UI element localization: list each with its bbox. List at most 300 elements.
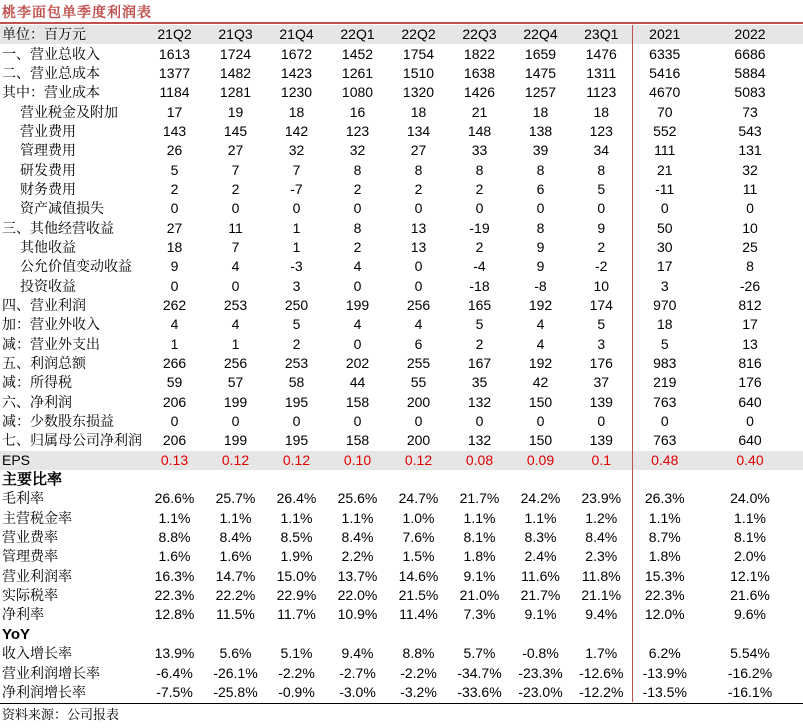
value-cell: 13 bbox=[742, 335, 758, 352]
value-cell: 1510 bbox=[402, 64, 435, 81]
value-cell: 11.6% bbox=[521, 567, 560, 584]
value-cell bbox=[388, 625, 449, 644]
value-cell: 1754 bbox=[402, 45, 435, 62]
value-cell: 174 bbox=[589, 296, 613, 313]
value-cell: 2 bbox=[414, 180, 423, 197]
value-cell bbox=[266, 625, 327, 644]
value-cell: 0.1 bbox=[571, 451, 632, 470]
row-label: 营业利润率 bbox=[2, 567, 72, 584]
row-label: 营业费用 bbox=[20, 122, 76, 139]
value-cell: 176 bbox=[738, 374, 762, 391]
value-cell: -12.6% bbox=[579, 664, 624, 681]
table-row bbox=[0, 489, 803, 508]
value-cell: 0 bbox=[746, 413, 754, 430]
value-cell: 22.3% bbox=[632, 586, 697, 605]
value-cell bbox=[697, 625, 803, 644]
value-cell: 27 bbox=[166, 219, 183, 236]
value-cell: 0 bbox=[632, 199, 697, 218]
value-cell: 70 bbox=[632, 102, 697, 121]
value-cell: -4 bbox=[473, 258, 486, 275]
value-cell: 12.8% bbox=[154, 606, 195, 623]
value-cell: 15.0% bbox=[276, 567, 317, 584]
value-cell: 1.1% bbox=[734, 509, 766, 526]
value-cell: 250 bbox=[284, 296, 309, 313]
value-cell: 0 bbox=[353, 335, 362, 352]
value-cell: 256 bbox=[406, 296, 431, 313]
value-cell: 4 bbox=[170, 316, 179, 333]
value-cell: 1.1% bbox=[341, 509, 374, 526]
value-cell: 32 bbox=[742, 161, 758, 178]
value-cell bbox=[632, 625, 697, 644]
value-cell: 5 bbox=[597, 180, 606, 197]
value-cell bbox=[449, 470, 510, 489]
value-cell: 0 bbox=[597, 200, 606, 217]
row-label: 公允价值变动收益 bbox=[20, 258, 132, 275]
value-cell: 139 bbox=[589, 393, 613, 410]
table-row bbox=[0, 141, 803, 160]
row-label: YoY bbox=[2, 625, 31, 643]
value-cell: 13.9% bbox=[154, 645, 195, 662]
value-cell: 14.6% bbox=[398, 567, 439, 584]
value-cell: 2.4% bbox=[524, 548, 557, 565]
value-cell: 111 bbox=[632, 141, 697, 160]
value-cell: 970 bbox=[632, 296, 697, 315]
value-cell: 1123 bbox=[586, 84, 617, 101]
value-cell: 1.9% bbox=[280, 548, 313, 565]
value-cell: 192 bbox=[528, 355, 553, 372]
value-cell: 13 bbox=[410, 219, 427, 236]
value-cell bbox=[205, 470, 266, 489]
value-cell: 0.08 bbox=[449, 451, 510, 470]
value-cell: 1822 bbox=[463, 45, 496, 62]
unit-label: 单位：百万元 bbox=[0, 25, 144, 44]
value-cell: 0 bbox=[353, 200, 362, 217]
value-cell: 73 bbox=[742, 103, 758, 120]
value-cell bbox=[632, 470, 697, 489]
value-cell: 4 bbox=[353, 316, 362, 333]
value-cell: 8 bbox=[353, 161, 362, 178]
value-cell: 195 bbox=[284, 393, 309, 410]
value-cell: 18 bbox=[166, 238, 183, 255]
value-cell: 1281 bbox=[219, 84, 252, 101]
table-title: 桃李面包单季度利润表 bbox=[2, 4, 152, 20]
value-cell: 21.1% bbox=[581, 587, 622, 604]
value-cell: 8.5% bbox=[280, 529, 313, 546]
row-label: 主要比率 bbox=[2, 471, 63, 489]
value-cell: 640 bbox=[738, 432, 762, 449]
value-cell: 200 bbox=[406, 393, 431, 410]
value-cell: 148 bbox=[467, 122, 492, 139]
value-cell: 0 bbox=[292, 200, 301, 217]
value-cell: 11 bbox=[228, 219, 243, 236]
value-cell: 0.48 bbox=[632, 451, 697, 470]
section-row bbox=[0, 625, 803, 644]
value-cell: 7.3% bbox=[463, 606, 496, 623]
value-cell: 1 bbox=[292, 219, 301, 236]
value-cell: 4 bbox=[536, 316, 545, 333]
value-cell: 21.6% bbox=[730, 587, 770, 604]
table-row bbox=[0, 296, 803, 315]
value-cell: -26.1% bbox=[213, 664, 258, 681]
value-cell: 9 bbox=[170, 258, 179, 275]
value-cell: -16.2% bbox=[727, 664, 773, 681]
table-row bbox=[0, 238, 803, 257]
column-header: 22Q3 bbox=[449, 25, 510, 44]
value-cell: 1638 bbox=[463, 64, 496, 81]
value-cell: 9.1% bbox=[463, 567, 496, 584]
value-cell: 0 bbox=[231, 200, 240, 217]
value-cell: 0 bbox=[475, 413, 484, 430]
value-cell: 816 bbox=[738, 355, 762, 372]
value-cell: 0.12 bbox=[388, 451, 449, 470]
value-cell: 18 bbox=[632, 315, 697, 334]
value-cell: 2 bbox=[292, 335, 301, 352]
value-cell bbox=[510, 625, 571, 644]
table-row bbox=[0, 354, 803, 373]
value-cell bbox=[327, 625, 388, 644]
value-cell: 0 bbox=[536, 413, 545, 430]
value-cell: 1.8% bbox=[632, 547, 697, 566]
value-cell: 35 bbox=[471, 374, 488, 391]
row-label: 二、营业总成本 bbox=[2, 64, 100, 81]
footer-divider bbox=[0, 703, 803, 704]
value-cell: 158 bbox=[345, 393, 370, 410]
value-cell: 4 bbox=[353, 258, 362, 275]
value-cell: 0 bbox=[414, 277, 423, 294]
value-cell: 26 bbox=[166, 142, 183, 159]
value-cell: 3 bbox=[632, 276, 697, 295]
value-cell: 58 bbox=[288, 374, 305, 391]
value-cell: 1.1% bbox=[158, 509, 191, 526]
table-row bbox=[0, 605, 803, 624]
value-cell: 1482 bbox=[219, 64, 252, 81]
column-header: 23Q1 bbox=[571, 25, 632, 44]
column-header: 22Q1 bbox=[327, 25, 388, 44]
value-cell: 1.1% bbox=[524, 509, 557, 526]
value-cell: 16.3% bbox=[154, 567, 195, 584]
value-cell: 25.7% bbox=[215, 490, 256, 507]
value-cell: 22.0% bbox=[337, 587, 378, 604]
value-cell: 2 bbox=[475, 180, 484, 197]
value-cell: 1.6% bbox=[158, 548, 191, 565]
value-cell: 0 bbox=[414, 258, 423, 275]
column-header: 21Q3 bbox=[205, 25, 266, 44]
value-cell bbox=[510, 470, 571, 489]
income-statement-table bbox=[0, 25, 803, 702]
value-cell: 134 bbox=[406, 122, 431, 139]
row-label: 一、营业总收入 bbox=[2, 45, 100, 62]
value-cell: 24.7% bbox=[398, 490, 439, 507]
value-cell: 1 bbox=[170, 335, 179, 352]
value-cell: 199 bbox=[223, 432, 248, 449]
column-header: 22Q4 bbox=[510, 25, 571, 44]
value-cell bbox=[388, 470, 449, 489]
value-cell: 1.1% bbox=[463, 509, 496, 526]
row-label: 营业费率 bbox=[2, 529, 58, 546]
value-cell: 7 bbox=[231, 238, 240, 255]
row-label: 五、利润总额 bbox=[2, 355, 86, 372]
value-cell: 18 bbox=[593, 103, 610, 120]
value-cell: 219 bbox=[632, 373, 697, 392]
value-cell: 10 bbox=[593, 277, 610, 294]
value-cell: 253 bbox=[223, 296, 248, 313]
value-cell: 8.8% bbox=[158, 529, 191, 546]
value-cell: -13.5% bbox=[632, 683, 697, 702]
value-cell: -2.7% bbox=[339, 664, 376, 681]
table-row bbox=[0, 83, 803, 102]
value-cell: 0 bbox=[475, 200, 484, 217]
value-cell: 0 bbox=[170, 200, 179, 217]
value-cell: 13.7% bbox=[337, 567, 378, 584]
value-cell: 5083 bbox=[734, 84, 766, 101]
table-row bbox=[0, 315, 803, 334]
value-cell: 6.2% bbox=[632, 644, 697, 663]
column-header: 21Q4 bbox=[266, 25, 327, 44]
column-header: 2021 bbox=[632, 25, 697, 44]
value-cell bbox=[697, 470, 803, 489]
value-cell: 1 bbox=[292, 238, 301, 255]
value-cell: 21 bbox=[471, 103, 488, 120]
row-label: 主营税金率 bbox=[2, 509, 72, 526]
value-cell: 1080 bbox=[341, 84, 374, 101]
value-cell: 11 bbox=[742, 180, 758, 197]
row-label: 营业税金及附加 bbox=[20, 103, 118, 120]
row-label: 营业利润增长率 bbox=[2, 664, 100, 681]
value-cell: 8.8% bbox=[402, 645, 435, 662]
table-row bbox=[0, 218, 803, 237]
value-cell: 8.3% bbox=[524, 529, 557, 546]
value-cell: 5 bbox=[170, 161, 179, 178]
value-cell: 0 bbox=[597, 413, 606, 430]
value-cell: 10 bbox=[742, 219, 758, 236]
value-cell: 5.6% bbox=[219, 645, 252, 662]
value-cell bbox=[571, 470, 632, 489]
value-cell: 5884 bbox=[734, 64, 766, 81]
row-label: 减：营业外支出 bbox=[2, 335, 100, 352]
value-cell: 9.4% bbox=[585, 606, 618, 623]
value-cell: 1475 bbox=[524, 64, 557, 81]
value-cell: 0.10 bbox=[327, 451, 388, 470]
value-cell: 15.3% bbox=[632, 567, 697, 586]
row-label: 收入增长率 bbox=[2, 645, 72, 662]
row-label: 六、净利润 bbox=[2, 393, 72, 410]
row-label: 投资收益 bbox=[20, 277, 76, 294]
value-cell: 59 bbox=[166, 374, 183, 391]
value-cell: 543 bbox=[738, 122, 762, 139]
value-cell: 11.7% bbox=[277, 606, 316, 623]
value-cell: -33.6% bbox=[457, 683, 502, 700]
value-cell: 37 bbox=[593, 374, 610, 391]
value-cell: 131 bbox=[738, 142, 762, 159]
value-cell: 1.0% bbox=[402, 509, 435, 526]
table-row bbox=[0, 644, 803, 663]
value-cell: 19 bbox=[227, 103, 244, 120]
value-cell: 17 bbox=[632, 257, 697, 276]
value-cell: 1.7% bbox=[585, 645, 618, 662]
row-label: 三、其他经营收益 bbox=[2, 219, 114, 236]
value-cell: 0 bbox=[170, 277, 179, 294]
value-cell: 167 bbox=[467, 355, 492, 372]
row-label: 七、归属母公司净利润 bbox=[2, 432, 142, 449]
value-cell: 4 bbox=[536, 335, 545, 352]
value-cell: 983 bbox=[632, 354, 697, 373]
value-cell: 253 bbox=[284, 355, 309, 372]
value-cell bbox=[144, 625, 205, 644]
value-cell: 1452 bbox=[341, 45, 374, 62]
column-header: 22Q2 bbox=[388, 25, 449, 44]
value-cell: 5.54% bbox=[730, 645, 770, 662]
value-cell: 11.5% bbox=[216, 606, 255, 623]
value-cell: 123 bbox=[345, 122, 370, 139]
row-label: 毛利率 bbox=[2, 490, 44, 507]
value-cell: 5 bbox=[597, 316, 606, 333]
value-cell: 8.4% bbox=[341, 529, 374, 546]
table-row bbox=[0, 64, 803, 83]
table-row bbox=[0, 335, 803, 354]
value-cell: 27 bbox=[227, 142, 244, 159]
value-cell: 132 bbox=[467, 393, 492, 410]
value-cell: 138 bbox=[528, 122, 553, 139]
value-cell: 132 bbox=[467, 432, 492, 449]
value-cell: 0 bbox=[231, 413, 240, 430]
value-cell: 1230 bbox=[280, 84, 313, 101]
value-cell: 17 bbox=[742, 316, 758, 333]
table-row bbox=[0, 547, 803, 566]
value-cell: 24.2% bbox=[520, 490, 561, 507]
section-row bbox=[0, 470, 803, 489]
value-cell: 55 bbox=[410, 374, 427, 391]
value-cell: 176 bbox=[589, 355, 613, 372]
row-label: 管理费用 bbox=[20, 142, 76, 159]
value-cell: 4 bbox=[414, 316, 423, 333]
value-cell: 1.1% bbox=[632, 509, 697, 528]
value-cell: 1724 bbox=[219, 45, 252, 62]
value-cell: 5.7% bbox=[463, 645, 496, 662]
value-cell: 3 bbox=[292, 277, 301, 294]
value-cell: 22.9% bbox=[276, 587, 317, 604]
value-cell: 8.1% bbox=[734, 529, 766, 546]
value-cell: -34.7% bbox=[457, 664, 502, 681]
value-cell: -3.0% bbox=[339, 683, 376, 700]
value-cell: 50 bbox=[632, 218, 697, 237]
table-row bbox=[0, 567, 803, 586]
table-body bbox=[0, 25, 803, 702]
table-row bbox=[0, 122, 803, 141]
table-row bbox=[0, 180, 803, 199]
value-cell: -2.2% bbox=[400, 664, 437, 681]
value-cell: 200 bbox=[406, 432, 431, 449]
value-cell: 33 bbox=[471, 142, 488, 159]
value-cell: 14.7% bbox=[215, 567, 256, 584]
value-cell: 2.2% bbox=[341, 548, 374, 565]
value-cell: 0 bbox=[231, 277, 240, 294]
value-cell: 9 bbox=[536, 258, 545, 275]
value-cell: 266 bbox=[162, 355, 187, 372]
value-cell: -2.2% bbox=[278, 664, 315, 681]
value-cell: 26.6% bbox=[154, 490, 195, 507]
row-label: 四、营业利润 bbox=[2, 296, 86, 313]
table-row bbox=[0, 663, 803, 682]
value-cell: 4 bbox=[231, 258, 240, 275]
value-cell: 1476 bbox=[585, 45, 617, 62]
value-cell: 39 bbox=[532, 142, 549, 159]
value-cell: 10.9% bbox=[337, 606, 378, 623]
value-cell: 5 bbox=[292, 316, 301, 333]
value-cell: -6.4% bbox=[156, 664, 193, 681]
value-cell: 812 bbox=[738, 296, 762, 313]
value-cell bbox=[449, 625, 510, 644]
source-note: 资料来源：公司报表 bbox=[2, 707, 120, 722]
value-cell: 199 bbox=[345, 296, 370, 313]
value-cell: 2 bbox=[353, 238, 362, 255]
value-cell: -11 bbox=[632, 180, 697, 199]
table-row bbox=[0, 44, 803, 63]
value-cell: 17 bbox=[166, 103, 183, 120]
table-row bbox=[0, 412, 803, 431]
value-cell: 1184 bbox=[159, 84, 190, 101]
header-row bbox=[0, 25, 803, 44]
row-label: EPS bbox=[0, 451, 144, 470]
value-cell: 5416 bbox=[632, 64, 697, 83]
row-label: 其中：营业成本 bbox=[2, 84, 100, 101]
value-cell: 0 bbox=[170, 413, 179, 430]
value-cell bbox=[144, 470, 205, 489]
column-header: 21Q2 bbox=[144, 25, 205, 44]
value-cell: 8 bbox=[353, 219, 362, 236]
row-label: 加：营业外收入 bbox=[2, 316, 100, 333]
value-cell: 0.40 bbox=[697, 451, 803, 470]
value-cell bbox=[571, 625, 632, 644]
value-cell: -2 bbox=[595, 258, 608, 275]
value-cell: 158 bbox=[345, 432, 370, 449]
value-cell: 32 bbox=[288, 142, 305, 159]
value-cell: 21.7% bbox=[459, 490, 500, 507]
value-cell: 26.4% bbox=[276, 490, 317, 507]
value-cell: 1.8% bbox=[463, 548, 496, 565]
value-cell: 2.0% bbox=[734, 548, 766, 565]
value-cell: 0 bbox=[414, 200, 423, 217]
row-label: 管理费率 bbox=[2, 548, 58, 565]
value-cell: 150 bbox=[528, 432, 553, 449]
value-cell: 6 bbox=[414, 335, 423, 352]
value-cell: 25.6% bbox=[337, 490, 378, 507]
value-cell: 9 bbox=[536, 238, 545, 255]
value-cell: 3 bbox=[597, 335, 606, 352]
value-cell: -19 bbox=[469, 219, 490, 236]
value-cell: -18 bbox=[469, 277, 490, 294]
value-cell: -23.0% bbox=[518, 683, 563, 700]
value-cell: 1426 bbox=[463, 84, 496, 101]
value-cell: 34 bbox=[593, 142, 610, 159]
value-cell: 2 bbox=[170, 180, 179, 197]
value-cell: 5 bbox=[632, 335, 697, 354]
value-cell: 9.4% bbox=[341, 645, 374, 662]
value-cell: 0 bbox=[414, 413, 423, 430]
row-label: 财务费用 bbox=[20, 180, 76, 197]
value-cell: 0 bbox=[632, 412, 697, 431]
value-cell: 1257 bbox=[524, 84, 557, 101]
value-cell: 0 bbox=[746, 200, 754, 217]
value-cell: -3.2% bbox=[400, 683, 437, 700]
value-cell: -23.3% bbox=[518, 664, 563, 681]
value-cell: 7 bbox=[292, 161, 301, 178]
table-row bbox=[0, 102, 803, 121]
value-cell: -3 bbox=[290, 258, 303, 275]
value-cell: 1.5% bbox=[402, 548, 435, 565]
value-cell: 1.1% bbox=[280, 509, 313, 526]
row-label: 净利润增长率 bbox=[2, 683, 86, 700]
value-cell: 206 bbox=[162, 393, 187, 410]
